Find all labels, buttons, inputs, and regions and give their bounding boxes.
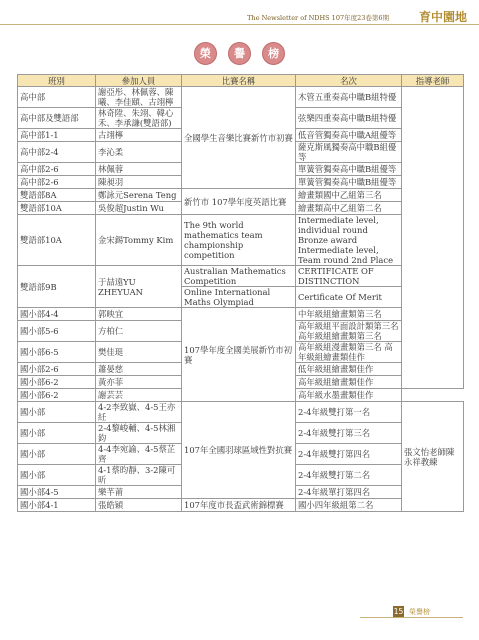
rank-cell: Certificate Of Merit bbox=[296, 287, 402, 308]
table-header-row bbox=[18, 75, 464, 87]
participants-cell: 古翊檸 bbox=[96, 129, 182, 142]
participants-cell: 蕭晏慈 bbox=[96, 363, 182, 376]
class-cell: 高中部 bbox=[18, 87, 96, 108]
col-header-participants: 參加人員 bbox=[96, 75, 182, 87]
rank-cell: 低音管獨奏高中職A組優等 bbox=[296, 129, 402, 142]
rank-cell: 高年級組漫畫類第三名 高年級組繪畫類佳作 bbox=[296, 342, 402, 363]
competition-cell: 107年度市長盃武術錦標賽 bbox=[182, 499, 296, 512]
honor-table bbox=[17, 74, 464, 512]
teacher-cell: 張文怡老師陳永祥教練 bbox=[402, 402, 464, 512]
participants-cell: 鄭詠元Serena Teng bbox=[96, 189, 182, 202]
rank-cell: 2-4年級雙打第四名 bbox=[296, 444, 402, 465]
class-cell: 雙語部8A bbox=[18, 189, 96, 202]
rank-cell: Intermediate level, individual round Bronze award Intermediate level, Team round 2nd Place bbox=[296, 215, 402, 266]
class-cell: 國小部 bbox=[18, 402, 96, 423]
class-cell: 雙語部9B bbox=[18, 266, 96, 308]
footer-section-label: 榮譽榜 bbox=[409, 608, 430, 616]
competition-cell: 全國學生音樂比賽新竹市初賽 bbox=[182, 87, 296, 189]
class-cell: 國小部 bbox=[18, 444, 96, 465]
competition-cell: Online International Maths Olympiad bbox=[182, 287, 296, 308]
participants-cell: 于喆遠YU ZHEYUAN bbox=[96, 266, 182, 308]
table-row bbox=[18, 189, 464, 202]
competition-cell: 新竹市 107學年度英語比賽 bbox=[182, 189, 296, 215]
class-cell: 國小部4-5 bbox=[18, 486, 96, 499]
rank-cell: 繪畫類高中乙組第二名 bbox=[296, 202, 402, 215]
participants-cell: 樊佳珽 bbox=[96, 342, 182, 363]
participants-cell: 謝亞彤、林佩蓉、陳曦、李佳頤、古翊檸 bbox=[96, 87, 182, 108]
rank-cell: CERTIFICATE OF DISTINCTION bbox=[296, 266, 402, 287]
section-brand: 育中園地 bbox=[418, 10, 467, 24]
participants-cell: 4-2李致嶽、4-5王亦紝 bbox=[96, 402, 182, 423]
participants-cell: 陳昶羽 bbox=[96, 176, 182, 189]
class-cell: 國小部 bbox=[18, 423, 96, 444]
rank-cell: 單簧管獨奏高中職B組優等 bbox=[296, 176, 402, 189]
col-header-teacher: 指導老師 bbox=[402, 75, 464, 87]
participants-cell: 黃亦菲 bbox=[96, 376, 182, 389]
rank-cell: 繪畫類國中乙組第三名 bbox=[296, 189, 402, 202]
page-title bbox=[0, 42, 479, 66]
table-row bbox=[18, 87, 464, 108]
rank-cell: 2-4年級雙打第一名 bbox=[296, 402, 402, 423]
title-char: 譽 bbox=[228, 42, 251, 65]
col-header-class: 班別 bbox=[18, 75, 96, 87]
participants-cell: 金宋錫Tommy Kim bbox=[96, 215, 182, 266]
teacher-cell bbox=[402, 87, 464, 389]
participants-cell: 4-1蔡昀靜、3-2陳可昕 bbox=[96, 465, 182, 486]
class-cell: 國小部6-5 bbox=[18, 342, 96, 363]
class-cell: 國小部4-4 bbox=[18, 308, 96, 321]
title-char: 榮 bbox=[194, 42, 217, 65]
class-cell: 高中部2-6 bbox=[18, 176, 96, 189]
rank-cell: 國小四年級組第二名 bbox=[296, 499, 402, 512]
rank-cell: 低年級組繪畫類佳作 bbox=[296, 363, 402, 376]
participants-cell: 郭映宜 bbox=[96, 308, 182, 321]
table-row bbox=[18, 215, 464, 266]
rank-cell: 高年級組繪畫類佳作 bbox=[296, 376, 402, 389]
footer-divider bbox=[360, 617, 463, 618]
rank-cell: 高年級組平面設計類第三名 高年級組繪畫類第三名 bbox=[296, 321, 402, 342]
participants-cell: 林奇陞、朱翊、韓心禾、李承謙(雙語部) bbox=[96, 108, 182, 129]
table-row bbox=[18, 402, 464, 423]
participants-cell: 李沁柔 bbox=[96, 142, 182, 163]
participants-cell: 方柏仁 bbox=[96, 321, 182, 342]
class-cell: 雙語部10A bbox=[18, 215, 96, 266]
col-header-competition: 比賽名稱 bbox=[182, 75, 296, 87]
class-cell: 高中部2-4 bbox=[18, 142, 96, 163]
class-cell: 高中部1-1 bbox=[18, 129, 96, 142]
competition-cell: The 9th world mathematics team championship competition bbox=[182, 215, 296, 266]
class-cell: 國小部6-2 bbox=[18, 389, 96, 402]
participants-cell: 吳俊超Justin Wu bbox=[96, 202, 182, 215]
table-row bbox=[18, 308, 464, 321]
rank-cell: 單簧管獨奏高中職B組優等 bbox=[296, 163, 402, 176]
header-divider bbox=[0, 24, 479, 25]
rank-cell: 2-4年級雙打第三名 bbox=[296, 423, 402, 444]
class-cell: 高中部2-6 bbox=[18, 163, 96, 176]
class-cell: 雙語部10A bbox=[18, 202, 96, 215]
class-cell: 國小部2-6 bbox=[18, 363, 96, 376]
participants-cell: 謝芸芸 bbox=[96, 389, 182, 402]
rank-cell: 中年級組繪畫類第三名 bbox=[296, 308, 402, 321]
col-header-rank: 名次 bbox=[296, 75, 402, 87]
table-row bbox=[18, 266, 464, 287]
table-row bbox=[18, 499, 464, 512]
class-cell: 國小部5-6 bbox=[18, 321, 96, 342]
class-cell: 國小部6-2 bbox=[18, 376, 96, 389]
rank-cell: 2-4年級單打第四名 bbox=[296, 486, 402, 499]
rank-cell: 弦樂四重奏高中職B組特優 bbox=[296, 108, 402, 129]
competition-cell: Australian Mathematics Competition bbox=[182, 266, 296, 287]
participants-cell: 2-4黎峻輔、4-5林湘鈞 bbox=[96, 423, 182, 444]
class-cell: 國小部 bbox=[18, 465, 96, 486]
competition-cell: 107學年度全國美展新竹市初賽 bbox=[182, 308, 296, 402]
class-cell: 高中部及雙語部 bbox=[18, 108, 96, 129]
rank-cell: 2-4年級雙打第二名 bbox=[296, 465, 402, 486]
title-char: 榜 bbox=[262, 42, 285, 65]
page-number: 15 bbox=[393, 607, 404, 616]
participants-cell: 張皓穎 bbox=[96, 499, 182, 512]
participants-cell: 林佩蓉 bbox=[96, 163, 182, 176]
rank-cell: 高年級水墨畫類佳作 bbox=[296, 389, 402, 402]
class-cell: 國小部4-1 bbox=[18, 499, 96, 512]
page-header bbox=[0, 0, 479, 32]
participants-cell: 樂芊莆 bbox=[96, 486, 182, 499]
newsletter-issue: The Newsletter of NDHS 107年度23卷第6期 bbox=[247, 14, 389, 22]
rank-cell: 薩克斯風獨奏高中職B組優等 bbox=[296, 142, 402, 163]
participants-cell: 4-4李宛諭、4-5蔡芷齊 bbox=[96, 444, 182, 465]
competition-cell: 107年全國羽球區域性對抗賽 bbox=[182, 402, 296, 499]
rank-cell: 木管五重奏高中職B組特優 bbox=[296, 87, 402, 108]
